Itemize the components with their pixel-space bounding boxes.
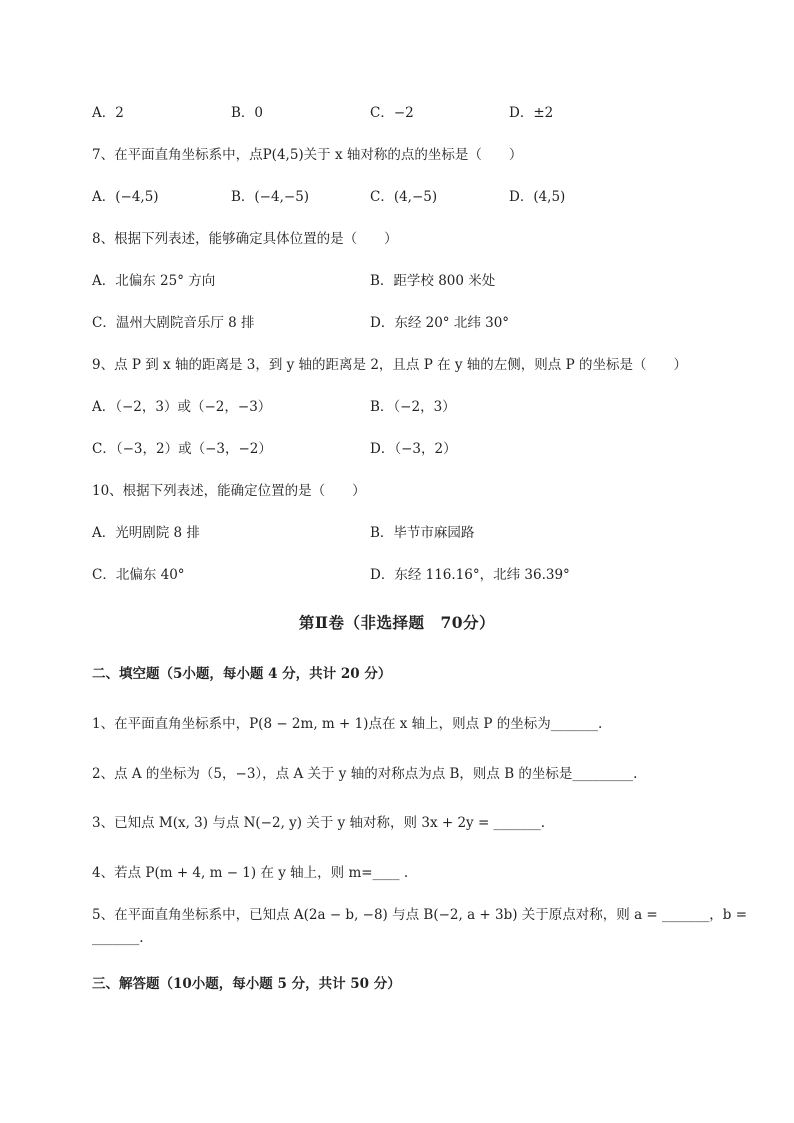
q9-option-d: D．（−3，2）: [370, 441, 457, 457]
q8-text: 8、根据下列表述，能够确定具体位置的是（ ）: [92, 231, 398, 247]
q7-text: 7、在平面直角坐标系中，点P(4,5)关于 x 轴对称的点的坐标是（ ）: [92, 147, 523, 163]
fill-item-4: 4、若点 P(m + 4, m − 1) 在 y 轴上，则 m=____ .: [92, 865, 409, 881]
fill-item-5-continuation: _______.: [92, 930, 144, 946]
q9-option-b: B．（−2，3）: [370, 399, 456, 415]
q10-option-d: D．东经 116.16°，北纬 36.39°: [370, 567, 570, 583]
part2-title: 第Ⅱ卷（非选择题 70分）: [298, 613, 496, 632]
q7-option-a: A．(−4,5): [92, 189, 159, 205]
q8-option-b: B．距学校 800 米处: [370, 273, 496, 289]
section3-heading: 三、解答题（10小题，每小题 5 分，共计 50 分）: [92, 976, 401, 992]
q8-option-c: C．温州大剧院音乐厅 8 排: [92, 315, 255, 331]
q6-option-a: A．2: [92, 105, 124, 121]
fill-item-1: 1、在平面直角坐标系中，P(8 − 2m, m + 1)点在 x 轴上，则点 P 的坐标为_______.: [92, 716, 603, 732]
q9-option-a: A．（−2，3）或（−2，−3）: [92, 399, 272, 415]
q10-option-a: A．光明剧院 8 排: [92, 525, 200, 541]
q9-option-c: C．（−3，2）或（−3，−2）: [92, 441, 272, 457]
q10-option-b: B．毕节市麻园路: [370, 525, 475, 541]
q7-option-d: D．(4,5): [509, 189, 566, 205]
q6-option-b: B．0: [231, 105, 264, 121]
fill-item-5: 5、在平面直角坐标系中，已知点 A(2a − b, −8) 与点 B(−2, a + 3b) 关于原点对称，则 a = _______，b =: [92, 907, 748, 923]
q7-option-b: B．(−4,−5): [231, 189, 310, 205]
q10-text: 10、根据下列表述，能确定位置的是（ ）: [92, 483, 366, 499]
section2-heading: 二、填空题（5小题，每小题 4 分，共计 20 分）: [92, 666, 392, 682]
q6-option-d: D．±2: [509, 105, 554, 121]
q8-option-d: D．东经 20° 北纬 30°: [370, 315, 510, 331]
fill-item-2: 2、点 A 的坐标为（5，−3），点 A 关于 y 轴的对称点为点 B，则点 B 的坐标是_________.: [92, 766, 638, 782]
q8-option-a: A．北偏东 25° 方向: [92, 273, 216, 289]
fill-item-3: 3、已知点 M(x, 3) 与点 N(−2, y) 关于 y 轴对称，则 3x + 2y = _______.: [92, 815, 546, 831]
q7-option-c: C．(4,−5): [370, 189, 438, 205]
q10-option-c: C．北偏东 40°: [92, 567, 185, 583]
q9-text: 9、点 P 到 x 轴的距离是 3，到 y 轴的距离是 2，且点 P 在 y 轴的左侧，则点 P 的坐标是（ ）: [92, 357, 687, 373]
q6-option-c: C．−2: [370, 105, 414, 121]
